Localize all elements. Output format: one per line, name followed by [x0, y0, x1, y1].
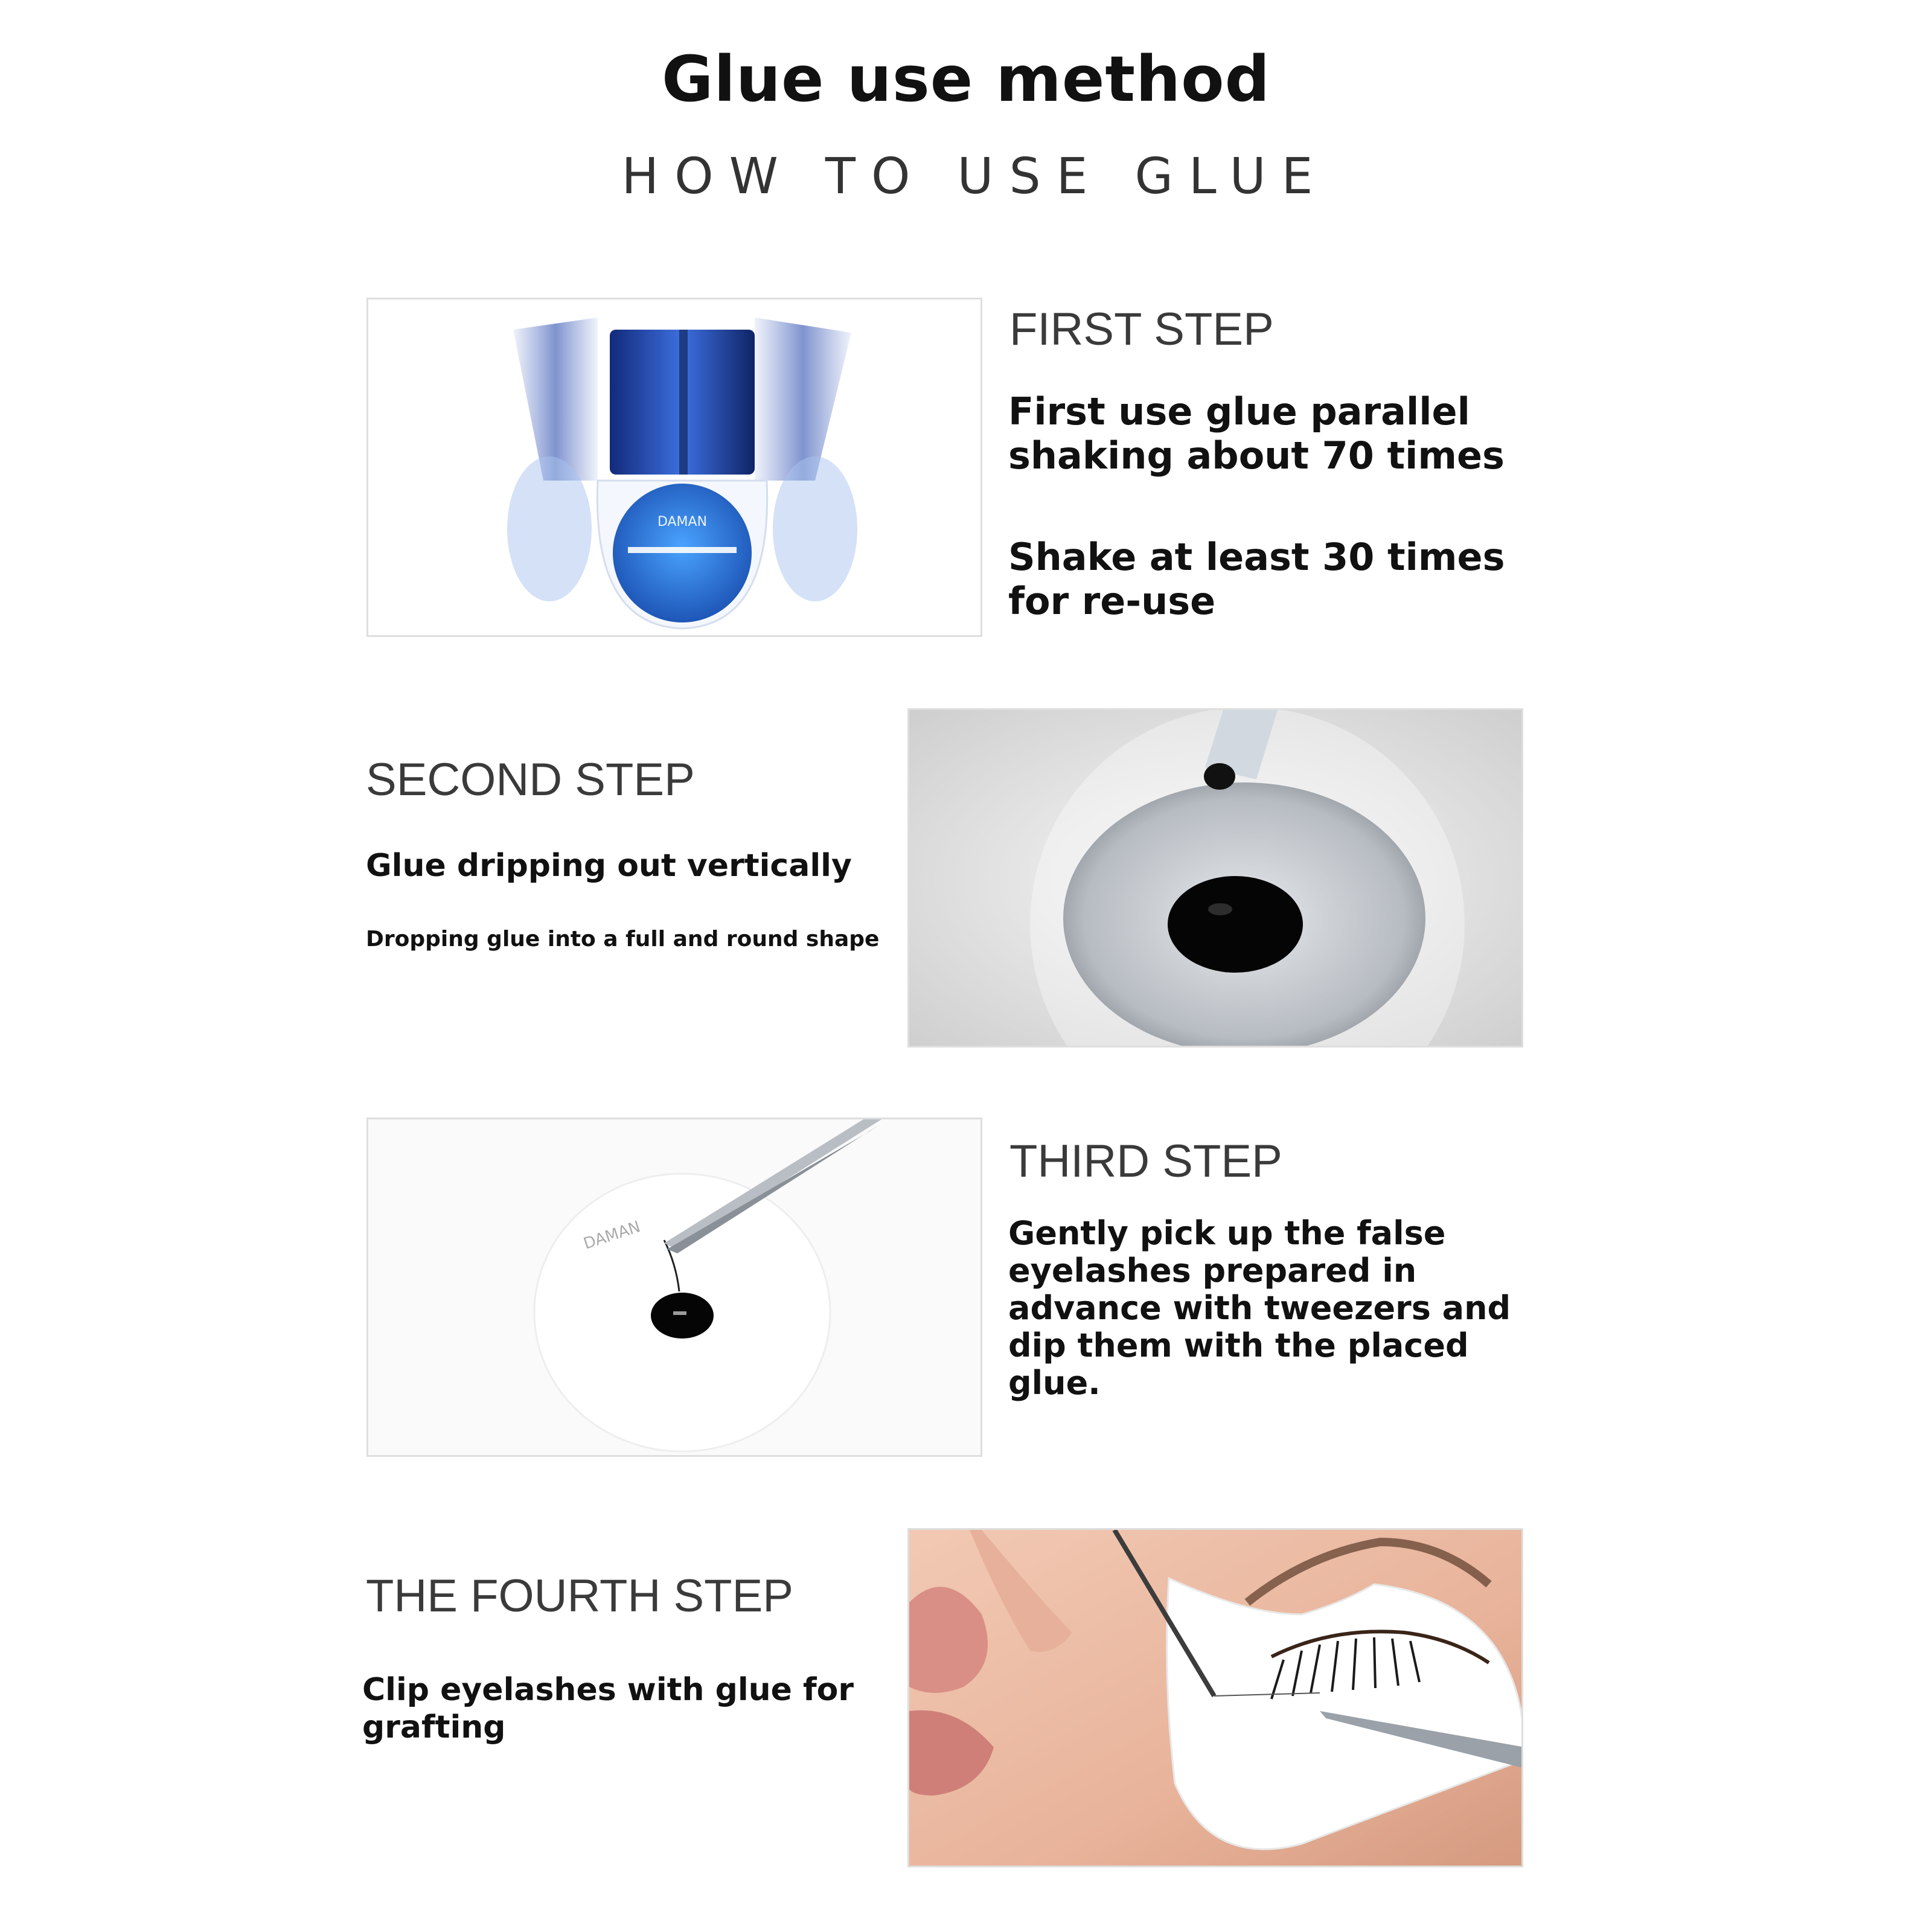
step1-line1: First use glue parallel [1008, 389, 1470, 433]
step3-line4: dip them with the placed [1008, 1326, 1469, 1364]
step4-line2: grafting [362, 1709, 506, 1745]
step2-heading: SECOND STEP [366, 754, 695, 805]
step2-note: Dropping glue into a full and round shape [366, 927, 880, 952]
step1-line3: Shake at least 30 times [1008, 535, 1505, 579]
svg-text:DAMAN: DAMAN [657, 514, 708, 529]
step3-line3: advance with tweezers and [1008, 1289, 1511, 1327]
step1-image [366, 298, 982, 637]
step2-image [907, 708, 1523, 1048]
step3-line2: eyelashes prepared in [1008, 1252, 1417, 1290]
step3-line5: glue. [1008, 1364, 1101, 1402]
step3-line1: Gently pick up the false [1008, 1214, 1446, 1252]
step3-heading: THIRD STEP [1009, 1136, 1282, 1187]
step4-heading: THE FOURTH STEP [366, 1570, 793, 1622]
step4-image [907, 1528, 1523, 1867]
step4-line1: Clip eyelashes with glue for [362, 1672, 854, 1708]
page-title: Glue use method [661, 42, 1271, 116]
step3-image [366, 1118, 982, 1457]
step1-line4: for re-use [1008, 579, 1216, 623]
page-subtitle: HOW TO USE GLUE [621, 148, 1329, 205]
svg-text:DAMAN: DAMAN [581, 1218, 643, 1253]
step1-heading: FIRST STEP [1009, 304, 1274, 355]
step2-line1: Glue dripping out vertically [366, 848, 852, 884]
step1-line2: shaking about 70 times [1008, 433, 1505, 478]
